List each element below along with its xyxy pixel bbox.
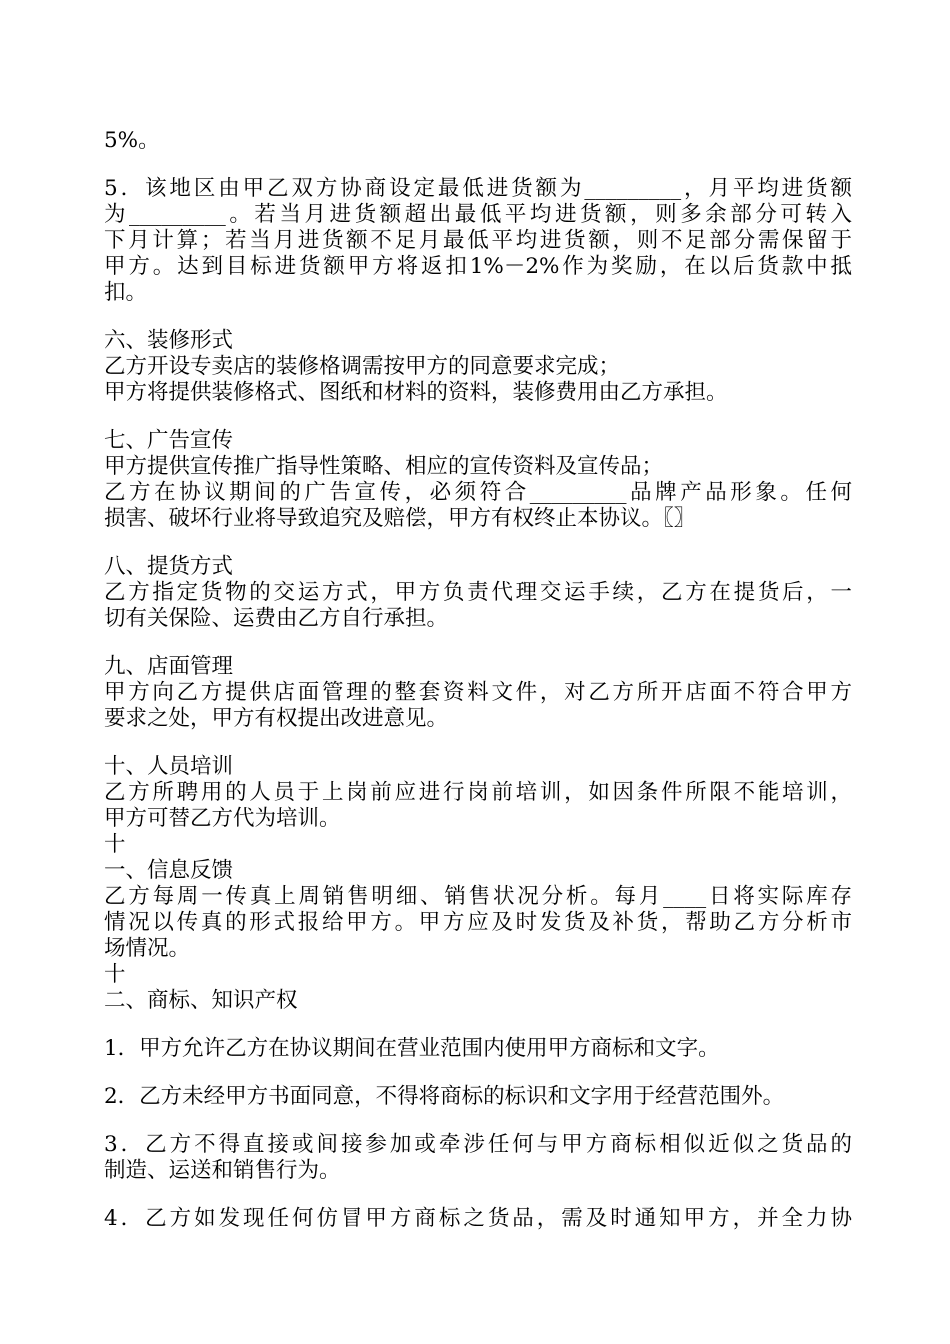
text-line: 3．乙方不得直接或间接参加或牵涉任何与甲方商标相似近似之货品的 <box>104 1132 852 1157</box>
text-line: 乙方每周一传真上周销售明细、销售状况分析。每月____日将实际库存 <box>104 884 852 909</box>
text-line: 1．甲方允许乙方在协议期间在营业范围内使用甲方商标和文字。 <box>104 1036 720 1061</box>
text-line: 甲方提供宣传推广指导性策略、相应的宣传资料及宣传品； <box>104 454 664 479</box>
section-heading: 一、信息反馈 <box>104 858 234 883</box>
section-heading: 八、提货方式 <box>104 554 234 579</box>
text-line: 5．该地区由甲乙双方协商设定最低进货额为_________，月平均进货额 <box>104 176 852 201</box>
text-line: 损害、破坏行业将导致追究及赔偿，甲方有权终止本协议。〖〗 <box>104 506 696 531</box>
text-line: 甲方。达到目标进货额甲方将返扣1%－2%作为奖励，在以后货款中抵 <box>104 254 852 279</box>
section-heading: 七、广告宣传 <box>104 428 234 453</box>
text-line: 甲方将提供装修格式、图纸和材料的资料，装修费用由乙方承担。 <box>104 380 728 405</box>
text-line: 5%。 <box>104 128 160 153</box>
text-line: 要求之处，甲方有权提出改进意见。 <box>104 706 449 731</box>
text-line: 4．乙方如发现任何仿冒甲方商标之货品，需及时通知甲方，并全力协 <box>104 1206 852 1231</box>
text-line: 下月计算；若当月进货额不足月最低平均进货额，则不足部分需保留于 <box>104 228 852 253</box>
text-line: 乙方指定货物的交运方式，甲方负责代理交运手续，乙方在提货后，一 <box>104 580 852 605</box>
text-line: 为_________。若当月进货额超出最低平均进货额，则多余部分可转入 <box>104 202 852 227</box>
text-line: 乙方在协议期间的广告宣传，必须符合_________品牌产品形象。任何 <box>104 480 852 505</box>
text-line: 乙方所聘用的人员于上岗前应进行岗前培训，如因条件所限不能培训， <box>104 780 852 805</box>
text-line: 情况以传真的形式报给甲方。甲方应及时发货及补货，帮助乙方分析市 <box>104 910 852 935</box>
section-heading: 九、店面管理 <box>104 654 234 679</box>
text-line: 甲方向乙方提供店面管理的整套资料文件，对乙方所开店面不符合甲方 <box>104 680 852 705</box>
text-line: 乙方开设专卖店的装修格调需按甲方的同意要求完成； <box>104 354 621 379</box>
section-heading: 十、人员培训 <box>104 754 234 779</box>
text-line: 场情况。 <box>104 936 191 961</box>
text-line: 2．乙方未经甲方书面同意，不得将商标的标识和文字用于经营范围外。 <box>104 1084 785 1109</box>
section-heading: 十 <box>104 962 126 987</box>
text-line: 切有关保险、运费由乙方自行承担。 <box>104 606 449 631</box>
section-heading: 二、商标、知识产权 <box>104 988 298 1013</box>
text-line: 甲方可替乙方代为培训。 <box>104 806 341 831</box>
section-heading: 十 <box>104 832 126 857</box>
section-heading: 六、装修形式 <box>104 328 234 353</box>
text-line: 制造、运送和销售行为。 <box>104 1158 341 1183</box>
text-line: 扣。 <box>104 280 148 305</box>
